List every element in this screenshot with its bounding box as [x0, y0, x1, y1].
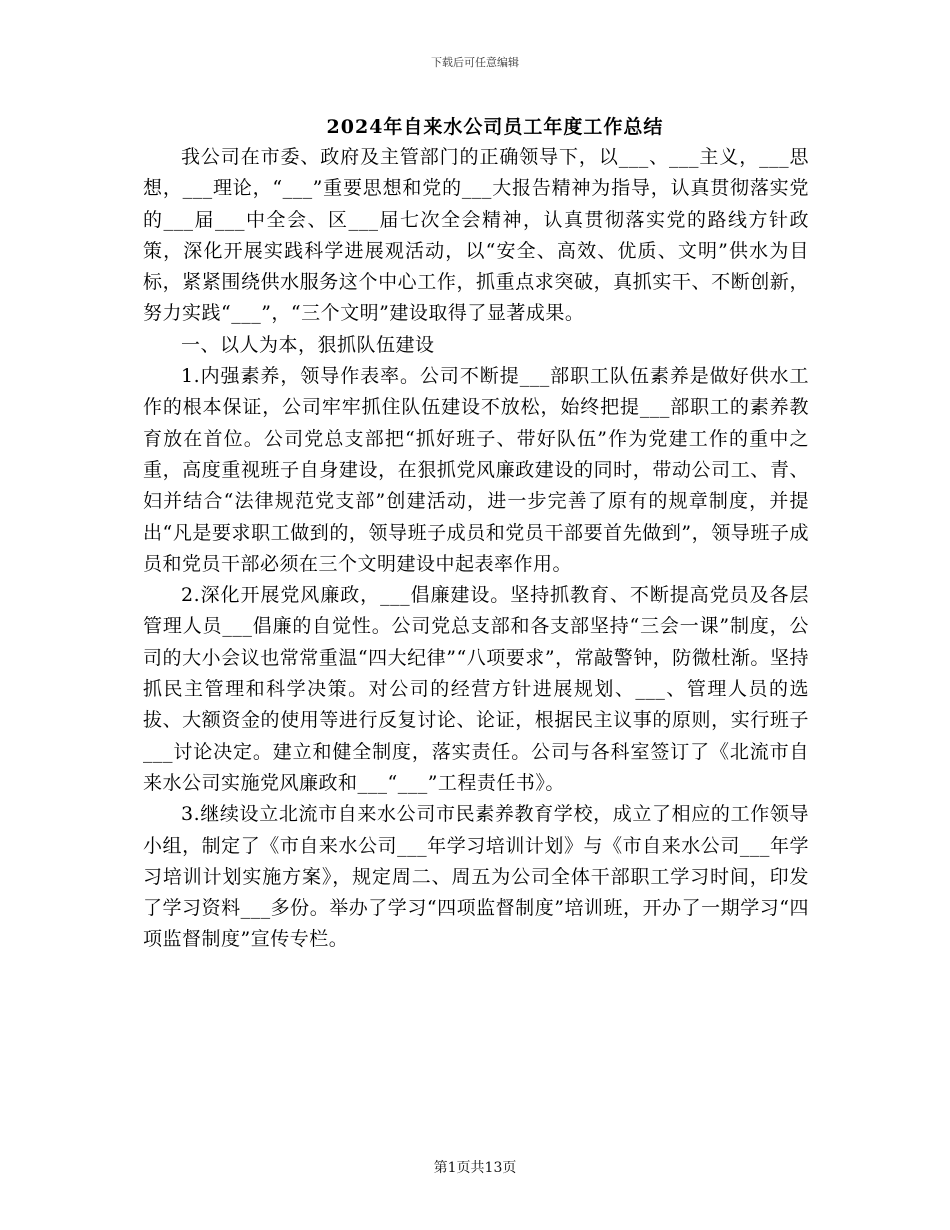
document-title: 2024年自来水公司员工年度工作总结 — [326, 116, 664, 138]
paragraph-1: 1.内强素养，领导作表率。公司不断提___部职工队伍素养是做好供水工作的根本保证，公司牢牢抓住队伍建设不放松，始终把提___部职工的素养教育放在首位。公司党总支部把“抓好班子、带好队伍”作为党建工作的重中之重，高度重视班子自身建设，在狠抓党风廉政建设的同时，带动公司工、青、妇并结合“法律规范党支部”创建活动，进一步完善了原有的规章制度，并提出“凡是要求职工做到的，领导班子成员和党员干部要首先做到”，领导班子成员和党员干部必须在三个文明建设中起表率作用。 — [143, 365, 809, 575]
page-header-note: 下载后可任意编辑 — [431, 56, 519, 69]
document-body — [143, 142, 809, 956]
paragraph-3: 3.继续设立北流市自来水公司市民素养教育学校，成立了相应的工作领导小组，制定了《市自来水公司___年学习培训计划》与《市自来水公司___年学习培训计划实施方案》，规定周二、周五为公司全体干部职工学习时间，印发了学习资料___多份。举办了学习“四项监督制度”培训班，开办了一期学习“四项监督制度”宣传专栏。 — [143, 803, 809, 951]
intro-paragraph: 我公司在市委、政府及主管部门的正确领导下，以___、___主义，___思想，___理论，“___”重要思想和党的___大报告精神为指导，认真贯彻落实党的___届___中全会、区___届七次全会精神，认真贯彻落实党的路线方针政策，深化开展实践科学进展观活动，以“安全、高效、优质、文明”供水为目标，紧紧围绕供水服务这个中心工作，抓重点求突破，真抓实干、不断创新，努力实践“___”，“三个文明”建设取得了显著成果。 — [143, 146, 809, 325]
section-heading: 一、以人为本，狠抓队伍建设 — [181, 333, 435, 356]
paragraph-2: 2.深化开展党风廉政，___倡廉建设。坚持抓教育、不断提高党员及各层管理人员___倡廉的自觉性。公司党总支部和各支部坚持“三会一课”制度，公司的大小会议也常常重温“四大纪律”“八项要求”，常敲警钟，防微杜渐。坚持抓民主管理和科学决策。对公司的经营方针进展规划、___、管理人员的选拔、大额资金的使用等进行反复讨论、论证，根据民主议事的原则，实行班子___讨论决定。建立和健全制度，落实责任。公司与各科室签订了《北流市自来水公司实施党风廉政和___“___”工程责任书》。 — [143, 584, 809, 794]
page-number: 第1页共13页 — [433, 1160, 517, 1176]
